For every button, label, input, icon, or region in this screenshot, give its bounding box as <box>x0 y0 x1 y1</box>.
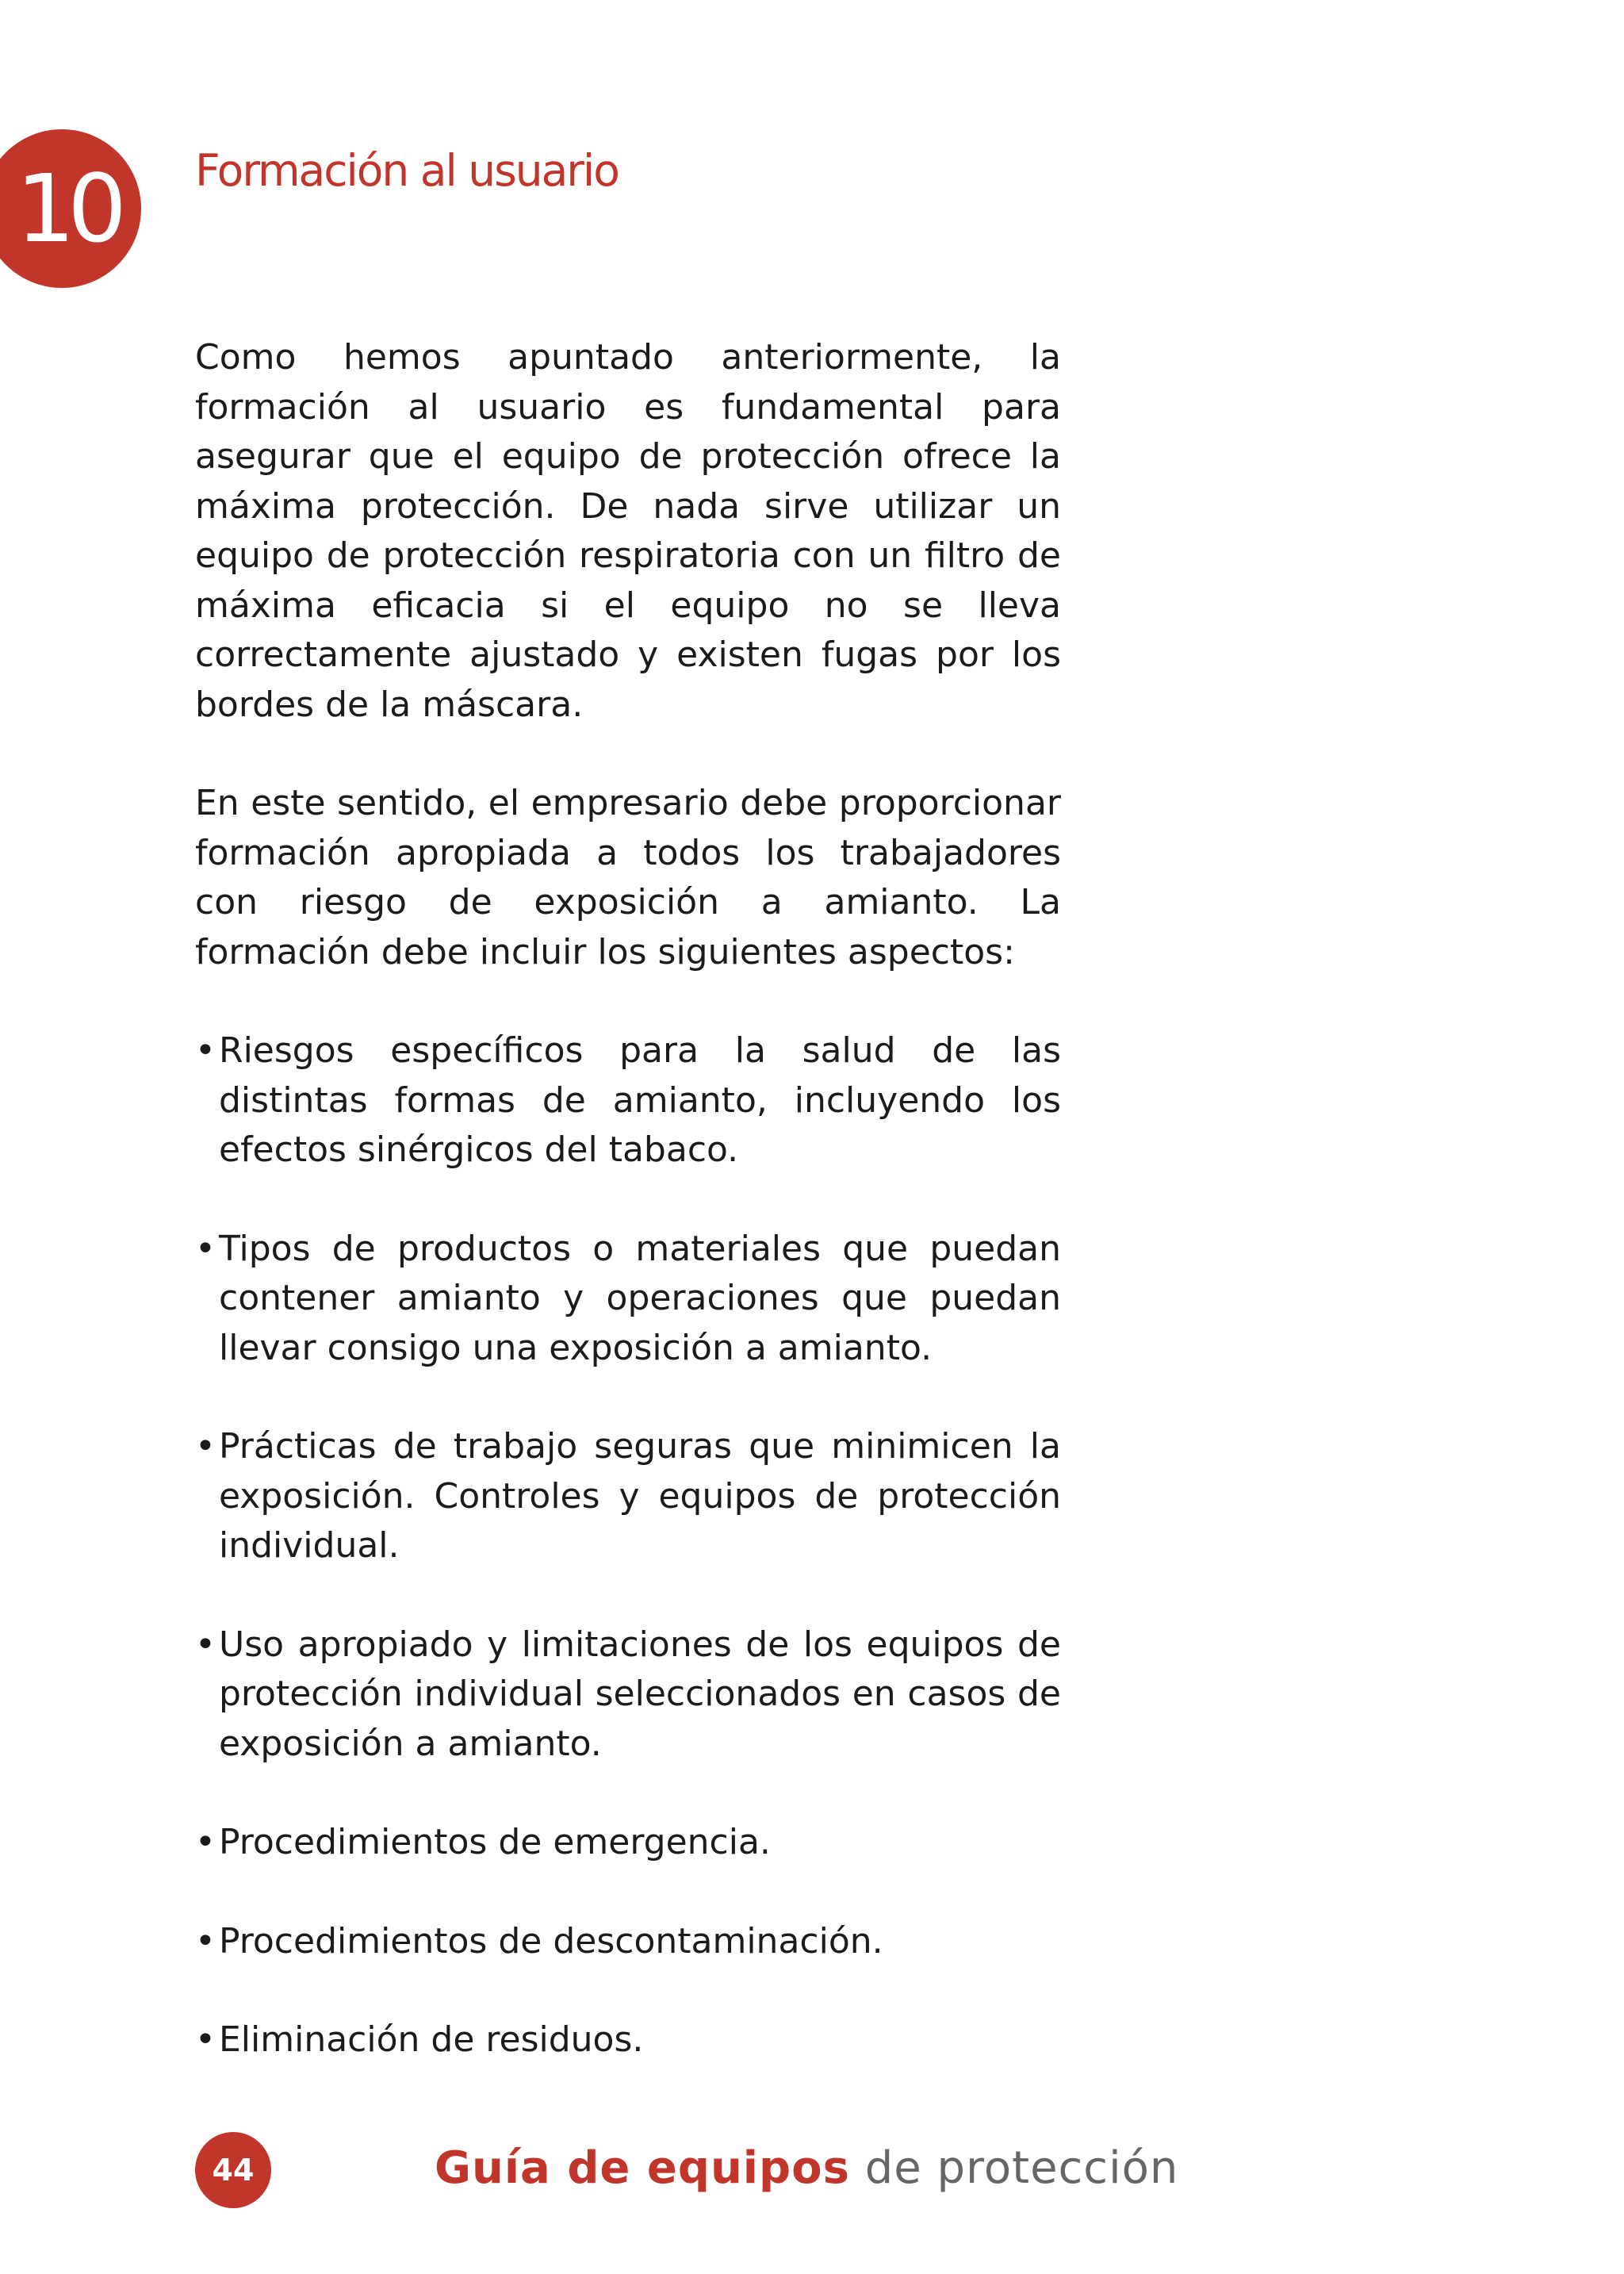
list-item-text: Tipos de productos o materiales que puedan contener amianto y operaciones que puedan llevar consigo una exposición a amianto. <box>219 1228 1061 1368</box>
page-number-badge <box>195 2132 271 2208</box>
page-number: 44 <box>212 2153 255 2188</box>
list-item <box>195 1225 1061 1374</box>
footer-guide-title <box>435 2142 1179 2194</box>
bullet-icon: • <box>195 1228 216 1269</box>
list-item <box>195 1917 1061 1967</box>
list-item <box>195 2015 1061 2065</box>
list-item-text: Riesgos específicos para la salud de las distintas formas de amianto, incluyendo los efectos sinérgicos del tabaco. <box>219 1030 1061 1170</box>
list-item-text: Uso apropiado y limitaciones de los equipos de protección individual seleccionados en casos de exposición a amianto. <box>219 1624 1061 1764</box>
training-paragraph: En este sentido, el empresario debe proporcionar formación apropiada a todos los trabajadores con riesgo de exposición a amianto. La formación debe incluir los siguientes aspectos: <box>195 783 1061 972</box>
bullet-icon: • <box>195 1822 216 1862</box>
main-content <box>195 333 1061 2115</box>
training-aspects-list <box>195 1026 1061 2065</box>
list-item <box>195 1818 1061 1868</box>
chapter-number-badge <box>0 129 141 288</box>
chapter-number: 10 <box>15 154 120 263</box>
bullet-icon: • <box>195 1920 216 1961</box>
bullet-icon: • <box>195 2019 216 2060</box>
footer-title-bold: Guía de equipos <box>435 2142 850 2194</box>
list-item <box>195 1026 1061 1175</box>
list-item-text: Procedimientos de descontaminación. <box>219 1920 883 1961</box>
intro-paragraph: Como hemos apuntado anteriormente, la formación al usuario es fundamental para asegurar que el equipo de protección ofrece la máxima protección. De nada sirve utilizar un equipo de protección respiratoria con un filtro de máxima eficacia si el equipo no se lleva correctamente ajustado y existen fugas por los bordes de la máscara. <box>195 337 1061 725</box>
list-item <box>195 1620 1061 1770</box>
list-item-text: Eliminación de residuos. <box>219 2019 644 2060</box>
list-item <box>195 1422 1061 1571</box>
bullet-icon: • <box>195 1426 216 1467</box>
footer-title-light: de protección <box>849 2142 1179 2194</box>
list-item-text: Prácticas de trabajo seguras que minimicen la exposición. Controles y equipos de protección individual. <box>219 1426 1061 1566</box>
chapter-title: Formación al usuario <box>195 145 619 196</box>
bullet-icon: • <box>195 1624 216 1665</box>
list-item-text: Procedimientos de emergencia. <box>219 1822 771 1862</box>
bullet-icon: • <box>195 1030 216 1071</box>
